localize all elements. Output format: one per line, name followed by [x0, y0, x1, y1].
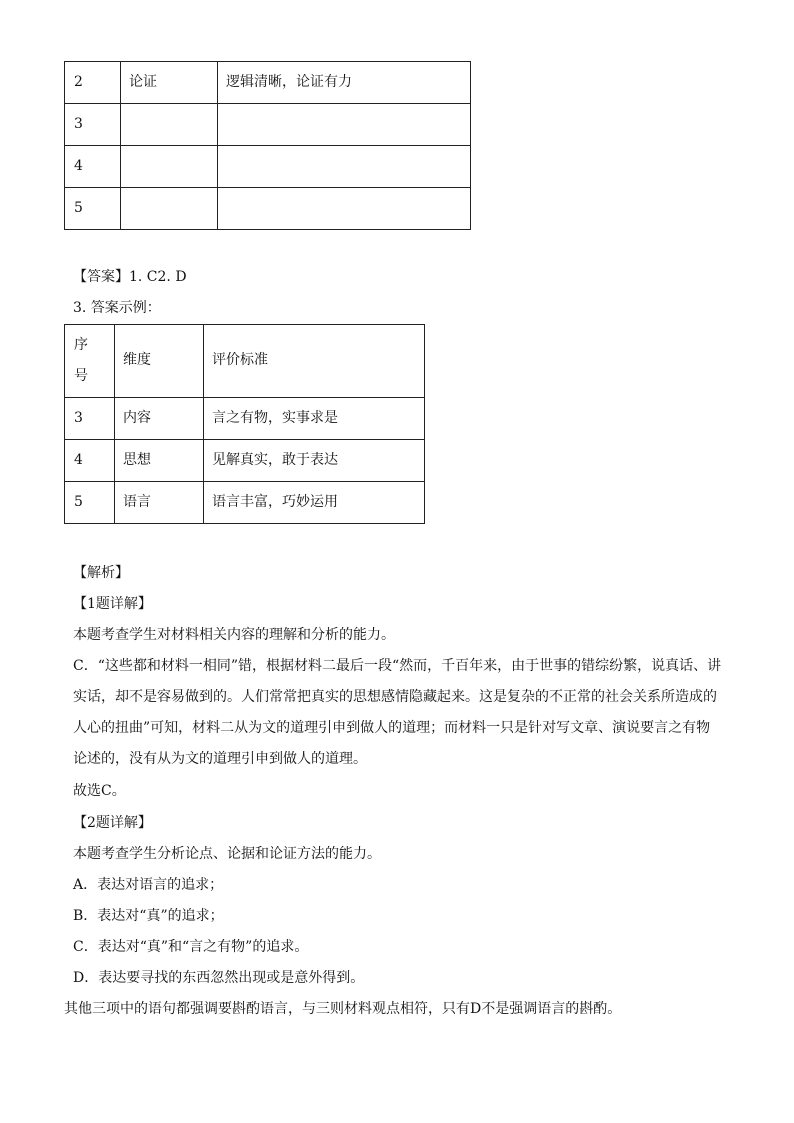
answer-label: 【答案】1. C2. D [73, 269, 187, 285]
q2-option-b: B．表达对“真”的追求； [73, 908, 224, 924]
q3-heading: 3. 答案示例： [73, 300, 161, 316]
table-row [65, 188, 471, 230]
row-dimension [121, 188, 218, 230]
row-criteria [218, 188, 471, 230]
q2-option-a: A．表达对语言的追求； [73, 877, 224, 893]
table-row [65, 62, 471, 104]
criteria-table-top [64, 61, 471, 230]
row-dimension [121, 146, 218, 188]
criteria-table-answer [64, 324, 425, 524]
row-number: 4 [65, 146, 121, 188]
q2-conclusion: 其他三项中的语句都强调要斟酌语言，与三则材料观点相符，只有D不是强调语言的斟酌。 [64, 1001, 622, 1017]
q1-conclusion: 故选C。 [73, 783, 126, 799]
row-dimension: 论证 [121, 62, 218, 104]
row-number: 5 [65, 482, 115, 524]
row-criteria: 逻辑清晰，论证有力 [218, 62, 471, 104]
q2-option-d: D．表达要寻找的东西忽然出现或是意外得到。 [73, 970, 365, 986]
row-dimension: 语言 [115, 482, 204, 524]
analysis-label: 【解析】 [73, 565, 129, 581]
row-number: 5 [65, 188, 121, 230]
row-criteria: 言之有物，实事求是 [204, 398, 425, 440]
row-criteria: 见解真实，敢于表达 [204, 440, 425, 482]
table-row [65, 482, 425, 524]
row-number: 2 [65, 62, 121, 104]
header-number [65, 325, 115, 398]
row-criteria [218, 146, 471, 188]
q2-heading: 【2题详解】 [73, 815, 152, 831]
q1-heading: 【1题详解】 [73, 596, 152, 612]
header-dimension: 维度 [115, 325, 204, 398]
header-number-line2: 号 [74, 368, 88, 384]
q1-body: C．“这些都和材料一相同”错，根据材料二最后一段“然而，千百年来，由于世事的错综纷繁，说真话、讲实话，却不是容易做到的。人们常常把真实的思想感情隐藏起来。这是复杂的不正常的社会关系所造成的人心的扭曲”可知，材料二从为文的道理引申到做人的道理；而材料一只是针对写文章、演说要言之有物论述的，没有从为文的道理引申到做人的道理。 [73, 658, 722, 767]
q2-option-c: C．表达对“真”和“言之有物”的追求。 [73, 939, 309, 955]
row-number: 3 [65, 104, 121, 146]
table-row [65, 104, 471, 146]
table-header-row [65, 325, 425, 398]
row-criteria [218, 104, 471, 146]
table-row [65, 440, 425, 482]
header-criteria: 评价标准 [204, 325, 425, 398]
q2-intro: 本题考查学生分析论点、论据和论证方法的能力。 [73, 846, 381, 862]
row-dimension [121, 104, 218, 146]
header-number-line1: 序 [74, 337, 88, 353]
row-dimension: 思想 [115, 440, 204, 482]
row-dimension: 内容 [115, 398, 204, 440]
table-row [65, 146, 471, 188]
row-number: 4 [65, 440, 115, 482]
row-criteria: 语言丰富，巧妙运用 [204, 482, 425, 524]
row-number: 3 [65, 398, 115, 440]
table-row [65, 398, 425, 440]
q1-intro: 本题考查学生对材料相关内容的理解和分析的能力。 [73, 627, 395, 643]
